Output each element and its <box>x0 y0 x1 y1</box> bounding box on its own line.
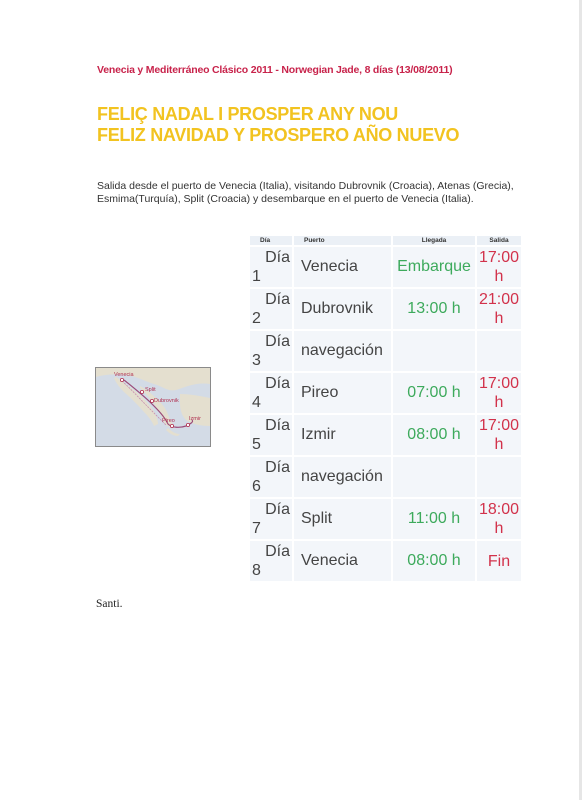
day-cell <box>250 541 292 581</box>
map-label-izmir: Izmir <box>189 416 201 422</box>
map-label-split: Split <box>145 387 156 393</box>
itinerary-header-row <box>250 236 521 245</box>
column-header-dia: Día <box>250 236 292 245</box>
day-cell <box>250 289 292 329</box>
greeting <box>97 104 459 146</box>
itinerary-row <box>250 247 521 287</box>
map-label-venecia: Venecia <box>114 372 134 378</box>
day-number: 3 <box>252 352 261 369</box>
departure-time: 18:00 <box>478 501 520 518</box>
departure-cell <box>477 289 521 329</box>
route-description: Salida desde el puerto de Venecia (Italia), visitando Dubrovnik (Croacia), Atenas (Grecia), Esmima(Turquía), Split (Croacia) y desembarque en el puerto de Venecia (Italia). <box>97 180 514 205</box>
day-number: 6 <box>252 478 261 495</box>
departure-time: Fin <box>487 552 511 570</box>
cruise-title: Venecia y Mediterráneo Clásico 2011 - Norwegian Jade, 8 días (13/08/2011) <box>97 64 453 76</box>
column-header-llegada: Llegada <box>393 236 475 245</box>
departure-cell <box>477 331 521 371</box>
port-cell: Venecia <box>294 247 391 287</box>
day-label: Día <box>265 375 290 392</box>
arrival-cell: 08:00 h <box>393 541 475 581</box>
arrival-cell: 13:00 h <box>393 289 475 329</box>
greeting-line-catalan: FELIÇ NADAL I PROSPER ANY NOU <box>97 104 399 124</box>
day-label: Día <box>265 291 290 308</box>
departure-cell <box>477 247 521 287</box>
arrival-cell: 08:00 h <box>393 415 475 455</box>
port-cell: Izmir <box>294 415 391 455</box>
itinerary-row <box>250 415 521 455</box>
departure-unit: h <box>494 310 504 327</box>
day-cell <box>250 247 292 287</box>
day-cell <box>250 457 292 497</box>
itinerary-row <box>250 541 521 581</box>
arrival-cell: Embarque <box>393 247 475 287</box>
map-marker-izmir <box>186 423 189 426</box>
itinerary-row <box>250 331 521 371</box>
departure-cell <box>477 415 521 455</box>
day-cell <box>250 373 292 413</box>
route-map-image <box>96 368 210 446</box>
day-number: 4 <box>252 394 261 411</box>
map-label-pireo: Pireo <box>162 418 175 424</box>
day-number: 2 <box>252 310 261 327</box>
itinerary-row <box>250 373 521 413</box>
port-cell: Pireo <box>294 373 391 413</box>
map-marker-venecia <box>120 378 123 381</box>
day-number: 7 <box>252 520 261 537</box>
departure-time: 17:00 <box>478 375 520 392</box>
day-label: Día <box>265 417 290 434</box>
day-cell <box>250 331 292 371</box>
departure-cell <box>477 457 521 497</box>
map-marker-pireo <box>170 424 173 427</box>
day-number: 1 <box>252 268 261 285</box>
day-label: Día <box>265 249 290 266</box>
route-map <box>95 367 211 447</box>
day-cell <box>250 499 292 539</box>
arrival-cell <box>393 457 475 497</box>
departure-cell <box>477 499 521 539</box>
departure-unit: h <box>494 268 504 285</box>
itinerary-table <box>248 234 523 583</box>
departure-unit: h <box>494 394 504 411</box>
itinerary-row <box>250 289 521 329</box>
day-label: Día <box>265 543 290 560</box>
departure-cell <box>477 373 521 413</box>
itinerary-row <box>250 457 521 497</box>
departure-time: 17:00 <box>478 249 520 266</box>
port-cell: Dubrovnik <box>294 289 391 329</box>
signature: Santi. <box>96 598 123 610</box>
departure-unit: h <box>494 436 504 453</box>
day-label: Día <box>265 501 290 518</box>
greeting-line-spanish: FELIZ NAVIDAD Y PROSPERO AÑO NUEVO <box>97 125 460 145</box>
port-cell: Split <box>294 499 391 539</box>
port-cell: navegación <box>294 457 391 497</box>
arrival-cell <box>393 331 475 371</box>
departure-time: 21:00 <box>478 291 520 308</box>
port-cell: navegación <box>294 331 391 371</box>
arrival-cell: 07:00 h <box>393 373 475 413</box>
day-label: Día <box>265 333 290 350</box>
port-cell: Venecia <box>294 541 391 581</box>
map-marker-split <box>140 390 143 393</box>
day-label: Día <box>265 459 290 476</box>
column-header-puerto: Puerto <box>294 236 391 245</box>
day-cell <box>250 415 292 455</box>
map-label-dubrovnik: Dubrovnik <box>154 398 179 404</box>
day-number: 8 <box>252 562 261 579</box>
day-number: 5 <box>252 436 261 453</box>
column-header-salida: Salida <box>477 236 521 245</box>
departure-unit: h <box>494 520 504 537</box>
itinerary-row <box>250 499 521 539</box>
arrival-cell: 11:00 h <box>393 499 475 539</box>
departure-cell <box>477 541 521 581</box>
departure-time: 17:00 <box>478 417 520 434</box>
